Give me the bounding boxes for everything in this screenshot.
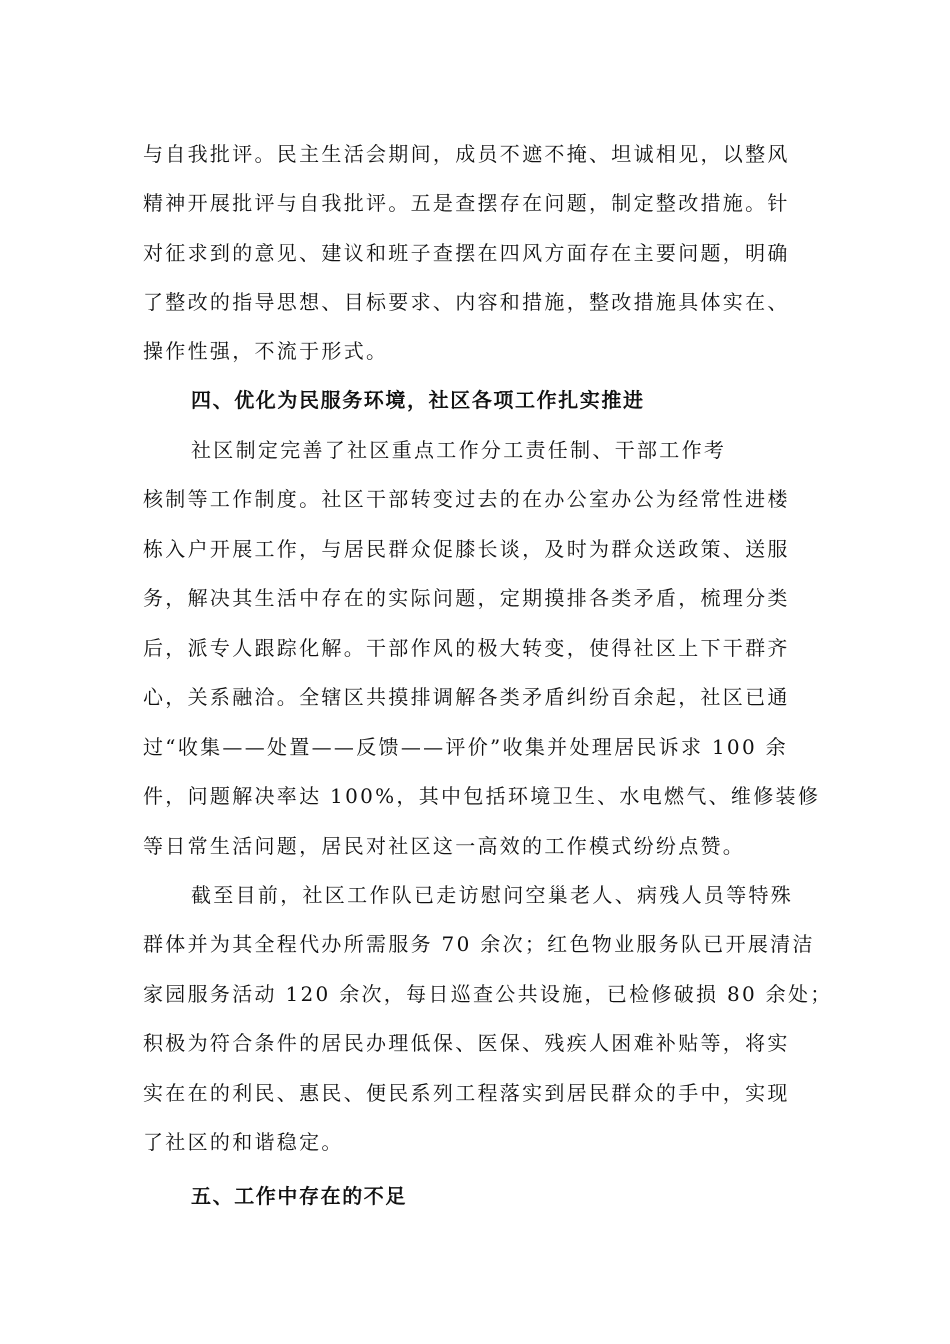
text-line: 群体并为其全程代办所需服务 70 余次；红色物业服务队已开展清洁	[143, 932, 815, 956]
text-line: 社区制定完善了社区重点工作分工责任制、干部工作考	[191, 438, 727, 462]
text-line: 等日常生活问题，居民对社区这一高效的工作模式纷纷点赞。	[143, 834, 746, 858]
text-line: 过“收集——处置——反馈——评价”收集并处理居民诉求 100 余	[143, 735, 788, 759]
text-line: 栋入户开展工作，与居民群众促膝长谈，及时为群众送政策、送服	[143, 537, 790, 561]
text-line: 精神开展批评与自我批评。五是查摆存在问题，制定整改措施。针	[143, 191, 790, 215]
text-line: 与自我批评。民主生活会期间，成员不遮不掩、坦诚相见，以整风	[143, 142, 790, 166]
text-line: 操作性强，不流于形式。	[143, 339, 389, 363]
text-line: 截至目前，社区工作队已走访慰问空巢老人、病残人员等特殊	[191, 883, 794, 907]
text-line: 件，问题解决率达 100%，其中包括环境卫生、水电燃气、维修装修	[143, 784, 821, 808]
text-line: 对征求到的意见、建议和班子查摆在四风方面存在主要问题，明确	[143, 241, 790, 265]
text-line: 家园服务活动 120 余次，每日巡查公共设施，已检修破损 80 余处；	[143, 982, 833, 1006]
text-line: 了社区的和谐稳定。	[143, 1130, 344, 1154]
text-line: 了整改的指导思想、目标要求、内容和措施，整改措施具体实在、	[143, 290, 790, 314]
text-line: 实在在的利民、惠民、便民系列工程落实到居民群众的手中，实现	[143, 1081, 790, 1105]
text-line: 心，关系融洽。全辖区共摸排调解各类矛盾纠纷百余起，社区已通	[143, 685, 790, 709]
text-line: 后，派专人跟踪化解。干部作风的极大转变，使得社区上下干群齐	[143, 636, 790, 660]
text-line: 核制等工作制度。社区干部转变过去的在办公室办公为经常性进楼	[143, 487, 790, 511]
section-heading-5: 五、工作中存在的不足	[191, 1184, 407, 1208]
text-line: 积极为符合条件的居民办理低保、医保、残疾人困难补贴等，将实	[143, 1031, 790, 1055]
text-line: 务，解决其生活中存在的实际问题，定期摸排各类矛盾，梳理分类	[143, 586, 790, 610]
section-heading-4: 四、优化为民服务环境，社区各项工作扎实推进	[191, 388, 645, 412]
